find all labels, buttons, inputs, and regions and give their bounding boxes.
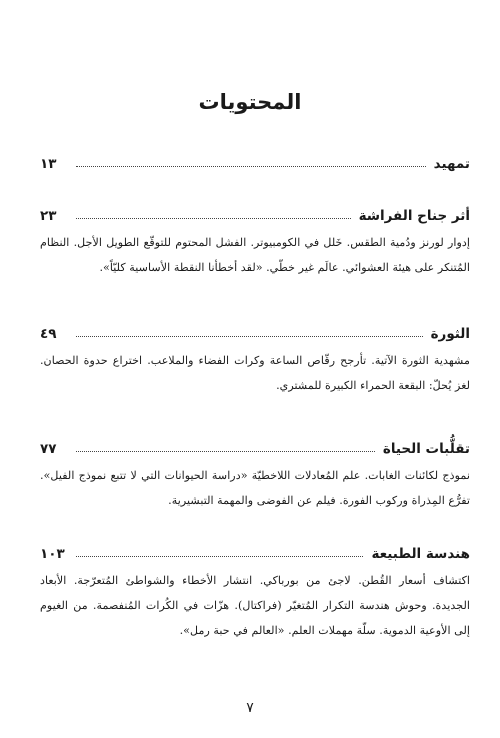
toc-entry-header (40, 540, 470, 562)
toc-entry-header (40, 150, 470, 172)
page-number: ٢٣ (40, 208, 57, 224)
toc-entry-butterfly-effect[interactable] (40, 202, 470, 280)
toc-entry-introduction[interactable] (40, 150, 470, 172)
dot-leader (76, 555, 363, 557)
footer-page-number: ٧ (246, 700, 254, 716)
page-number: ١٠٣ (40, 546, 65, 562)
page-number: ٧٧ (40, 441, 57, 457)
chapter-title[interactable]: هندسة الطبيعة (371, 546, 470, 562)
chapter-summary: نموذج لكائنات الغابات. علم المُعادلات اللاخطيّة «دراسة الحيوانات التي لا تتبع نموذج الفيل». تفرُّع المِذراة وركوب الفورة. فيلم عن الفوضى والمهمة التبشيرية. (40, 469, 470, 507)
chapter-summary: اكتشاف أسعار القُطن. لاجئ من بورباكي. انتشار الأخطاء والشواطئ المُتعرّجة. الأبعاد الجديدة. وحوش هندسة التكرار المُتغيّر (فراكتال). هزّات في الكُرات المُنفصمة. من الغيوم إلى الأوعية الدموية. سلّة مهملات العلم. «العالم في حبة رمل». (40, 574, 470, 637)
chapter-title[interactable]: الثورة (430, 326, 470, 342)
chapter-title[interactable]: تمهيد (433, 156, 470, 172)
toc-entry-life-ups-and-downs[interactable] (40, 435, 470, 513)
chapter-summary: إدوار لورنز ودُمية الطقس. خَلل في الكومبيوتر. الفشل المحتوم للتوقّع الطويل الأجل. النظام المُتنكر على هيئة العشوائي. عالَم غير خطّي. «لقد أخطأنا النقطة الأساسية كليّاً». (40, 236, 470, 274)
page-title: المحتويات (198, 90, 302, 114)
page-number: ١٣ (40, 156, 57, 172)
chapter-title[interactable]: أثر جناح الفراشة (358, 208, 470, 224)
chapter-summary: مشهدية الثورة الآتية. تأرجح رقّاص الساعة وكرات الفضاء والملاعب. اختراع حدوة الحصان. لغز يُحلّ: البقعة الحمراء الكبيرة للمشتري. (40, 354, 470, 392)
dot-leader (76, 335, 423, 337)
page-number: ٤٩ (40, 326, 57, 342)
toc-entry-geometry-of-nature[interactable] (40, 540, 470, 643)
toc-entry-revolution[interactable] (40, 320, 470, 398)
chapter-title[interactable]: تقلُّبات الحياة (382, 441, 470, 457)
dot-leader (76, 165, 426, 167)
dot-leader (76, 450, 375, 452)
dot-leader (76, 217, 351, 219)
toc-entry-header (40, 202, 470, 224)
toc-entry-header (40, 435, 470, 457)
toc-entry-header (40, 320, 470, 342)
